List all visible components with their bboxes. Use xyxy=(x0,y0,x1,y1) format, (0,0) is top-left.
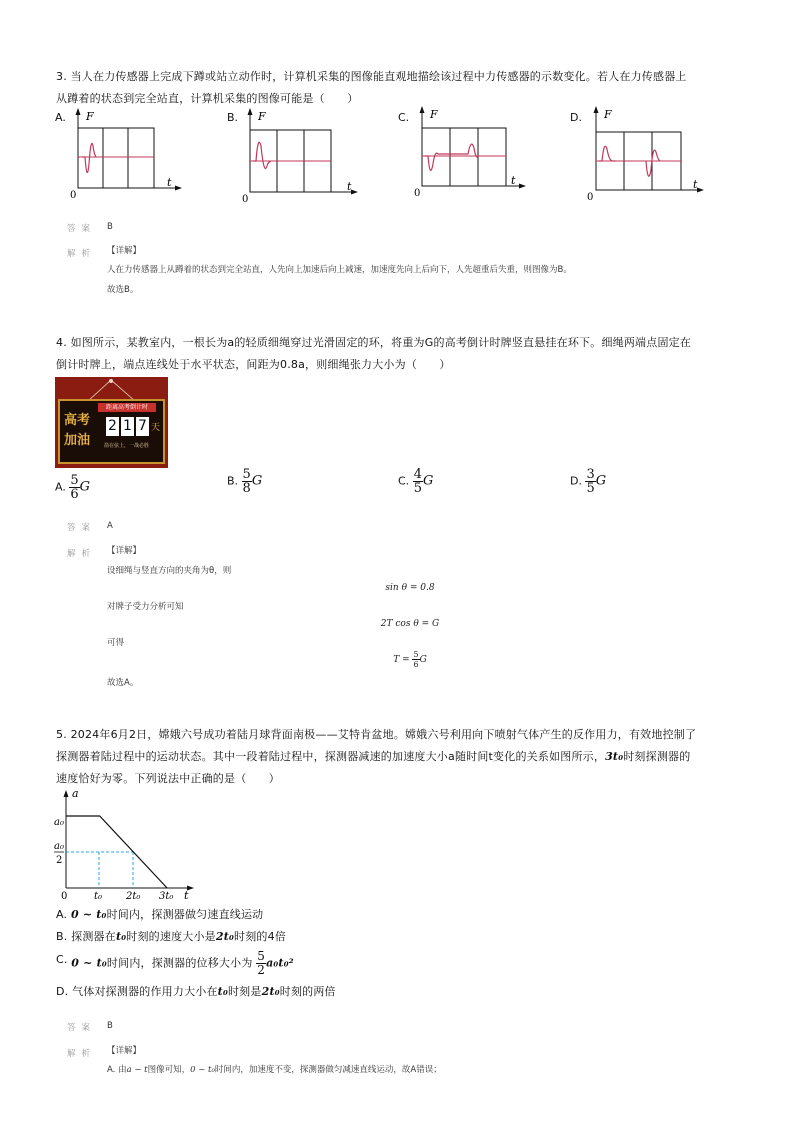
q3-graph-d xyxy=(582,104,712,204)
q5-exp-line1: A. 由a − t图像可知，0 ~ t₀时间内，加速度不变，探测器做匀减速直线运动，故A错误； xyxy=(107,1065,442,1075)
q4-answer-label: 答案 xyxy=(67,523,97,533)
q4-exp-line1: 设细绳与竖直方向的夹角为θ，则 xyxy=(107,566,232,576)
q3d-axis-f: F xyxy=(604,108,612,121)
q3c-axis-t: t xyxy=(511,174,516,187)
q3-stem-line1: 3. 当人在力传感器上完成下蹲或站立动作时，计算机采集的图像能直观地描绘该过程中力传感器的示数变化。若人在力传感器上 xyxy=(56,70,687,83)
q3c-axis-f: F xyxy=(430,108,438,121)
q3-answer-label: 答案 xyxy=(67,224,97,234)
q4-exp-line4: 故选A。 xyxy=(107,678,139,688)
q3-graph-c xyxy=(410,104,534,200)
q4-option-a-label: A. xyxy=(55,480,66,494)
q4-option-a: A. $\frac{5}{6}$ G xyxy=(55,473,90,502)
q4-option-b-label: B. xyxy=(227,474,239,488)
q4-option-c-label: C. xyxy=(398,474,410,488)
q3-option-a-label: A. xyxy=(55,111,66,124)
q4-analysis-label: 解析 xyxy=(67,549,97,559)
q3-option-d-label: D. xyxy=(570,111,582,124)
q4-eq3: T = $\frac{5}{6}$ G xyxy=(393,650,427,669)
q5-tick-t0: t₀ xyxy=(94,891,103,902)
q5-tick-a0half-den: 2 xyxy=(56,855,63,866)
q4-eq2: 2T cos θ = G xyxy=(380,619,440,629)
board-calligraphy-1: 高考 xyxy=(64,413,91,428)
q5-option-b: B. 探测器在t₀时刻的速度大小是2t₀时刻的4倍 xyxy=(56,930,287,943)
q4-option-c-frac: $\frac{4}{5}$ xyxy=(413,467,422,496)
q5-tick-a0: a₀ xyxy=(54,817,64,828)
board-unit: 天 xyxy=(151,423,161,433)
q3b-axis-f: F xyxy=(258,110,266,123)
q5-stem-line3: 速度恰好为零。下列说法中正确的是（ ） xyxy=(56,772,280,785)
q5-stem-line1: 5. 2024年6月2日，嫦娥六号成功着陆月球背面南极——艾特肯盆地。嫦娥六号利用向下喷射气体产生的反作用力，有效地控制了 xyxy=(56,728,697,741)
q5-axis-t: t xyxy=(184,889,189,902)
q3d-axis-t: t xyxy=(693,178,698,191)
q3d-origin: 0 xyxy=(587,192,594,203)
q5-tick-2t0: 2t₀ xyxy=(126,891,141,902)
q3-answer: B xyxy=(107,222,113,232)
q4-exp-line3: 可得 xyxy=(107,638,125,648)
q3b-axis-t: t xyxy=(347,180,352,193)
q4-option-b: B. $\frac{5}{8}$ G xyxy=(227,467,263,496)
board-motto: 箭在弦上，一战必胜 xyxy=(104,443,150,449)
q5-option-d: D. 气体对探测器的作用力大小在t₀时刻是2t₀时刻的两倍 xyxy=(56,985,336,998)
q4-option-c: C. $\frac{4}{5}$ G xyxy=(398,467,434,496)
q3-graph-b xyxy=(238,106,364,204)
q5-option-a: A. 0 ~ t₀时间内，探测器做匀速直线运动 xyxy=(56,908,264,921)
q5-option-c: C. 0 ~ t₀时间内，探测器的位移大小为 $\frac{5}{2}$ a₀t₀² xyxy=(56,949,294,977)
board-digit-1: 2 xyxy=(106,417,119,436)
q4-stem-line2: 倒计时牌上，端点连线处于水平状态，间距为0.8a，则细绳张力大小为（ ） xyxy=(56,358,451,371)
q5-tick-a0half-num: a₀ xyxy=(54,841,64,852)
q4-option-b-frac: $\frac{5}{8}$ xyxy=(242,467,251,496)
q4-option-a-frac: $\frac{5}{6}$ xyxy=(70,473,79,502)
board-digit-2: 1 xyxy=(121,417,134,436)
q5-tick-3t0: 3t₀ xyxy=(159,891,174,902)
board-calligraphy-2: 加油 xyxy=(64,433,91,448)
q3-exp-line1: 人在力传感器上从蹲着的状态到完全站直，人先向上加速后向上减速，加速度先向上后向下，人先超重后失重，则图像为B。 xyxy=(107,265,572,275)
q3-exp-line2: 故选B。 xyxy=(107,285,139,295)
q5-analysis-label: 解析 xyxy=(67,1049,97,1059)
q5-stem-line2: 探测器着陆过程中的运动状态。其中一段着陆过程中，探测器减速的加速度大小a随时间t变化的关系如图所示，3t₀时刻探测器的 xyxy=(56,750,691,763)
q3a-origin: 0 xyxy=(70,190,77,200)
q4-answer: A xyxy=(107,521,113,531)
q3-detail: 【详解】 xyxy=(107,246,142,256)
q3a-axis-f: F xyxy=(86,110,94,123)
q3b-origin: 0 xyxy=(242,194,249,204)
board-banner: 距离高考倒计时 xyxy=(98,403,156,412)
q3-graph-a xyxy=(66,106,186,200)
board-frame xyxy=(58,399,165,464)
q5-origin: 0 xyxy=(61,891,68,902)
q5-detail: 【详解】 xyxy=(107,1046,142,1056)
q5-axis-a: a xyxy=(72,787,79,800)
q4-option-d: D. $\frac{3}{5}$ G xyxy=(570,467,607,496)
q3a-axis-t: t xyxy=(167,176,172,189)
q5-answer-label: 答案 xyxy=(67,1023,97,1033)
q3-option-c-label: C. xyxy=(398,111,410,124)
q5-answer: B xyxy=(107,1021,113,1031)
board-digit-3: 7 xyxy=(136,417,149,436)
countdown-board-image xyxy=(55,377,168,468)
q4-exp-line2: 对牌子受力分析可知 xyxy=(107,602,184,612)
q5-a-t-graph xyxy=(52,785,202,905)
q3-analysis-label: 解析 xyxy=(67,249,97,259)
q4-option-d-label: D. xyxy=(570,474,582,488)
q4-stem-line1: 4. 如图所示，某教室内，一根长为a的轻质细绳穿过光滑固定的环，将重为G的高考倒计时牌竖直悬挂在环下。细绳两端点固定在 xyxy=(56,336,692,349)
q3-option-b-label: B. xyxy=(227,111,239,124)
q4-option-d-frac: $\frac{3}{5}$ xyxy=(586,467,595,496)
q4-detail: 【详解】 xyxy=(107,546,142,556)
q3-stem-line2: 从蹲着的状态到完全站直，计算机采集的图像可能是（ ） xyxy=(56,92,359,105)
q4-eq1: sin θ = 0.8 xyxy=(385,583,435,593)
q3c-origin: 0 xyxy=(414,188,421,199)
